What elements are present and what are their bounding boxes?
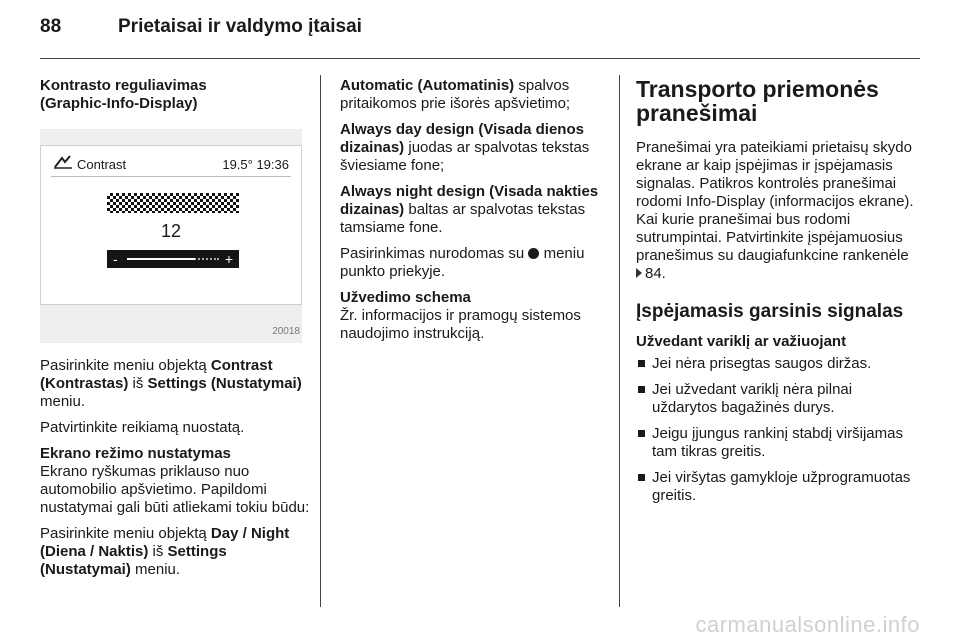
contrast-instruction xyxy=(40,357,310,411)
vehicle-messages-text xyxy=(636,139,916,283)
contrast-pattern xyxy=(107,193,239,213)
bullet-square-icon xyxy=(638,474,645,481)
page-reference-icon xyxy=(636,268,642,278)
option-day-design xyxy=(340,121,608,175)
selection-indicator-text xyxy=(340,245,608,281)
heading-line: Transporto priemonės xyxy=(636,76,879,102)
text-fragment: baltas ar spalvotas tekstas tamsiame fone. xyxy=(340,201,586,236)
option-night-design xyxy=(340,183,608,237)
column-divider-2 xyxy=(619,75,620,607)
text-fragment: iš xyxy=(128,375,148,392)
text-fragment: Pasirinkite meniu objektą xyxy=(40,357,211,374)
menu-item-day-night: Day / Night (Diena / Naktis) xyxy=(40,525,290,560)
text-fragment: Pranešimai yra pateikiami prietaisų skydo ekrane ar kaip įspėjimas ir įspėjamasis signalas. Patikros kontrolės pranešimai rodomi Info-Display (informacijos ekrane). Kai kurie pranešimai bus rodomi sutrumpintai. Patvirtinkite įspėjamuosius pranešimus su daugiafunkcine rankenėle xyxy=(636,139,914,264)
display-mode-text: Ekrano ryškumas priklauso nuo automobilio apšvietimo. Papildomi nustatymai gali būti atliekami tokiu būdu: xyxy=(40,463,310,516)
text-fragment: Pasirinkimas nurodomas su xyxy=(340,245,529,262)
contrast-slider[interactable] xyxy=(107,250,239,268)
page-reference[interactable]: 84. xyxy=(645,265,666,282)
figure-code: 20018 xyxy=(272,326,300,337)
warning-chime-list xyxy=(636,355,916,505)
warning-chime-heading: Įspėjamasis garsinis signalas xyxy=(636,301,904,322)
page-title: Prietaisai ir valdymo įtaisai xyxy=(118,16,362,37)
bullet-square-icon xyxy=(638,430,645,437)
option-automatic-label: Automatic (Automatinis) xyxy=(340,77,515,94)
ignition-text: Žr. informacijos ir pramogų sistemos naudojimo instrukciją. xyxy=(340,307,581,342)
contrast-display-figure xyxy=(40,129,302,343)
contrast-icon xyxy=(53,154,73,170)
ignition-heading: Užvedimo schema xyxy=(340,289,471,306)
list-item-text: Jei užvedant variklį nėra pilnai uždarytos bagažinės durys. xyxy=(652,381,853,416)
text-fragment: meniu. xyxy=(130,561,181,578)
list-item xyxy=(636,355,916,373)
heading-line: pranešimai xyxy=(636,100,758,126)
option-day-design-label: Always day design (Visada dienos dizainas) xyxy=(340,121,584,156)
header-rule xyxy=(40,58,920,59)
filled-circle-icon xyxy=(528,248,539,259)
text-fragment: meniu punkto priekyje. xyxy=(340,245,585,280)
menu-item-contrast: Contrast (Kontrastas) xyxy=(40,357,273,392)
watermark: carmanualsonline.info xyxy=(695,612,920,637)
list-item-text: Jei nėra prisegtas saugos diržas. xyxy=(652,355,872,372)
contrast-value: 12 xyxy=(160,221,182,241)
menu-settings: Settings (Nustatymai) xyxy=(147,375,302,392)
screen-title: Contrast xyxy=(77,157,127,172)
page-number: 88 xyxy=(40,16,62,37)
option-automatic xyxy=(340,77,608,113)
text-fragment: iš xyxy=(148,543,168,560)
display-mode-heading: Ekrano režimo nustatymas xyxy=(40,445,231,462)
text-fragment: Pasirinkite meniu objektą xyxy=(40,525,211,542)
display-screen xyxy=(40,145,302,305)
list-item-text: Jei viršytas gamykloje užprogramuotas greitis. xyxy=(652,469,911,504)
screen-status: 19.5° 19:36 xyxy=(222,157,289,172)
text-fragment: meniu. xyxy=(40,393,86,410)
slider-plus-icon[interactable]: + xyxy=(224,251,233,267)
list-item-text: Jeigu įjungus rankinį stabdį viršijamas tam tikras greitis. xyxy=(652,425,903,460)
slider-fill xyxy=(127,258,195,260)
column-3 xyxy=(636,77,916,513)
screen-divider xyxy=(51,176,291,177)
contrast-heading-line2: (Graphic-Info-Display) xyxy=(40,95,198,112)
warning-chime-subheading: Užvedant variklį ar važiuojant xyxy=(636,333,847,350)
screen-topbar xyxy=(53,154,293,174)
menu-settings: Settings (Nustatymai) xyxy=(40,543,227,578)
bullet-square-icon xyxy=(638,360,645,367)
bullet-square-icon xyxy=(638,386,645,393)
contrast-heading-line1: Kontrasto reguliavimas xyxy=(40,77,207,94)
list-item xyxy=(636,469,916,505)
confirm-instruction: Patvirtinkite reikiamą nuostatą. xyxy=(40,419,245,436)
vehicle-messages-heading xyxy=(636,77,916,125)
column-1 xyxy=(40,77,310,587)
contrast-heading xyxy=(40,77,310,113)
list-item xyxy=(636,381,916,417)
list-item xyxy=(636,425,916,461)
text-fragment: spalvos pritaikomos prie išorės apšvietimo; xyxy=(340,77,571,112)
text-fragment: juodas ar spalvotas tekstas šviesiame fone; xyxy=(340,139,590,174)
column-divider-1 xyxy=(320,75,321,607)
option-night-design-label: Always night design (Visada nakties dizainas) xyxy=(340,183,599,218)
day-night-instruction xyxy=(40,525,310,579)
column-2 xyxy=(340,77,608,351)
slider-minus-icon[interactable]: - xyxy=(113,251,118,267)
